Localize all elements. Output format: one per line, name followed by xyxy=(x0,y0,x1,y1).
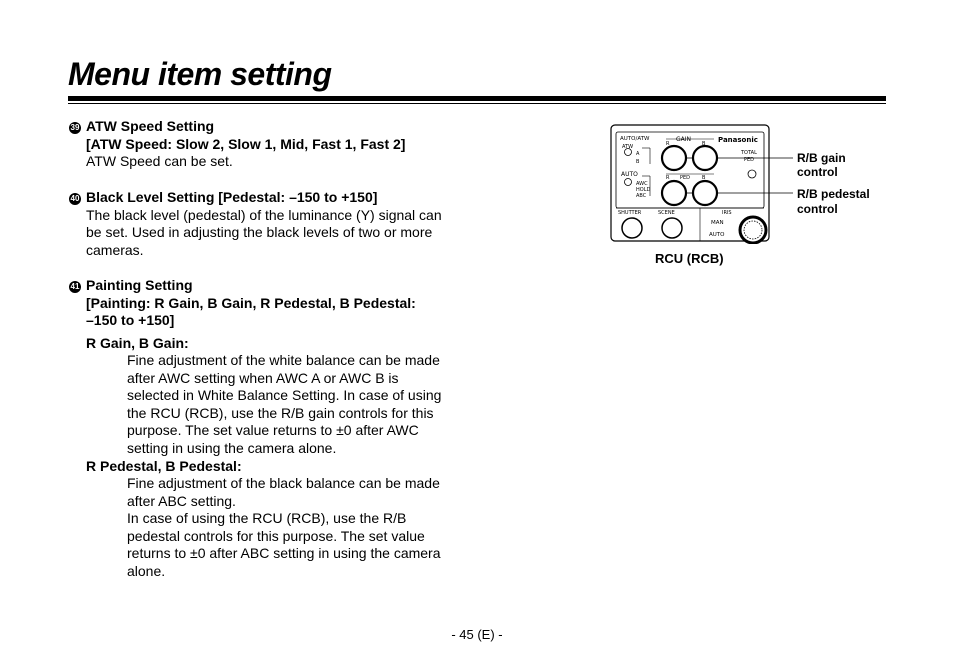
r-gain-knob xyxy=(662,146,686,170)
item-number-badge: 40 xyxy=(70,194,80,203)
section-body-line: ATW Speed can be set. xyxy=(86,153,233,169)
callout-gain-line1: R/B gain xyxy=(797,151,846,165)
panel-label: R xyxy=(666,175,670,181)
panel-label: ATW xyxy=(622,144,634,150)
section-options: [Painting: R Gain, B Gain, R Pedestal, B Pedestal: xyxy=(86,295,416,311)
sub-body-line: selected in White Balance Setting. In case of using xyxy=(127,387,442,403)
panel-label: B xyxy=(636,159,640,165)
sub-body-line: alone. xyxy=(127,563,166,579)
panel-label: AUTO xyxy=(621,171,638,178)
panel-label: B xyxy=(702,175,706,181)
sub-body-line: setting in using the camera alone. xyxy=(127,440,337,456)
panel-label: HOLD xyxy=(636,187,651,193)
sub-body-line: after ABC setting. xyxy=(127,493,236,509)
section-body-line: be set. Used in adjusting the black levels of two or more xyxy=(86,224,433,240)
sub-heading: R Pedestal, B Pedestal: xyxy=(86,458,242,474)
sub-body-line: the RCU (RCB), use the R/B gain controls for this xyxy=(127,405,434,421)
b-gain-knob xyxy=(693,146,717,170)
panasonic-logo: Panasonic xyxy=(718,136,758,144)
section-heading: Black Level Setting [Pedestal: –150 to +150] xyxy=(86,189,378,205)
section-heading: ATW Speed Setting xyxy=(86,118,215,134)
section-body-line: cameras. xyxy=(86,242,144,258)
title-rule-thin xyxy=(68,103,886,104)
panel-label: MAN xyxy=(711,220,724,226)
sub-heading: R Gain, B Gain: xyxy=(86,335,189,351)
callout-gain-line2: control xyxy=(797,165,838,179)
panel-label: R xyxy=(666,141,670,147)
rcu-panel-illustration xyxy=(610,124,880,244)
page-title: Menu item setting xyxy=(68,56,332,92)
panel-label: SHUTTER xyxy=(618,210,642,216)
panel-label: PED xyxy=(744,157,755,163)
section-options: [ATW Speed: Slow 2, Slow 1, Mid, Fast 1, Fast 2] xyxy=(86,136,406,152)
sub-body-line: Fine adjustment of the white balance can be made xyxy=(127,352,440,368)
callout-ped-line2: control xyxy=(797,202,838,216)
sub-body-line: purpose. The set value returns to ±0 after AWC xyxy=(127,422,419,438)
panel-label: AWC xyxy=(636,181,648,187)
page-number: - 45 (E) - xyxy=(451,627,503,642)
figure-caption: RCU (RCB) xyxy=(655,251,724,266)
sub-body-line: returns to ±0 after ABC setting in using the camera xyxy=(127,545,441,561)
panel-label: PED xyxy=(680,175,691,181)
b-ped-knob xyxy=(693,181,717,205)
sub-body-line: pedestal controls for this purpose. The set value xyxy=(127,528,425,544)
item-number-badge: 41 xyxy=(70,282,80,291)
sub-body-line: In case of using the RCU (RCB), use the R/B xyxy=(127,510,407,526)
panel-label: AUTO/ATW xyxy=(620,136,650,142)
panel-label: GAIN xyxy=(676,136,692,143)
total-ped-switch xyxy=(748,170,756,178)
panel-label: TOTAL xyxy=(741,150,757,156)
title-rule-thick xyxy=(68,96,886,101)
section-heading: Painting Setting xyxy=(86,277,193,293)
scene-knob xyxy=(662,218,682,238)
panel-label: SCENE xyxy=(658,210,675,216)
r-ped-knob xyxy=(662,181,686,205)
callout-ped-line1: R/B pedestal xyxy=(797,187,870,201)
section-body-line: The black level (pedestal) of the luminance (Y) signal can xyxy=(86,207,442,223)
section-options: –150 to +150] xyxy=(86,312,175,328)
panel-label: IRIS xyxy=(722,210,732,216)
shutter-knob xyxy=(622,218,642,238)
item-number-badge: 39 xyxy=(70,123,80,132)
panel-label: B xyxy=(702,141,706,147)
sub-body-line: Fine adjustment of the black balance can be made xyxy=(127,475,440,491)
panel-label: A xyxy=(636,151,640,157)
panel-label: ABC xyxy=(636,193,647,199)
awc-switch xyxy=(625,179,632,186)
sub-body-line: after AWC setting when AWC A or AWC B is xyxy=(127,370,399,386)
panel-label: AUTO xyxy=(709,232,725,238)
